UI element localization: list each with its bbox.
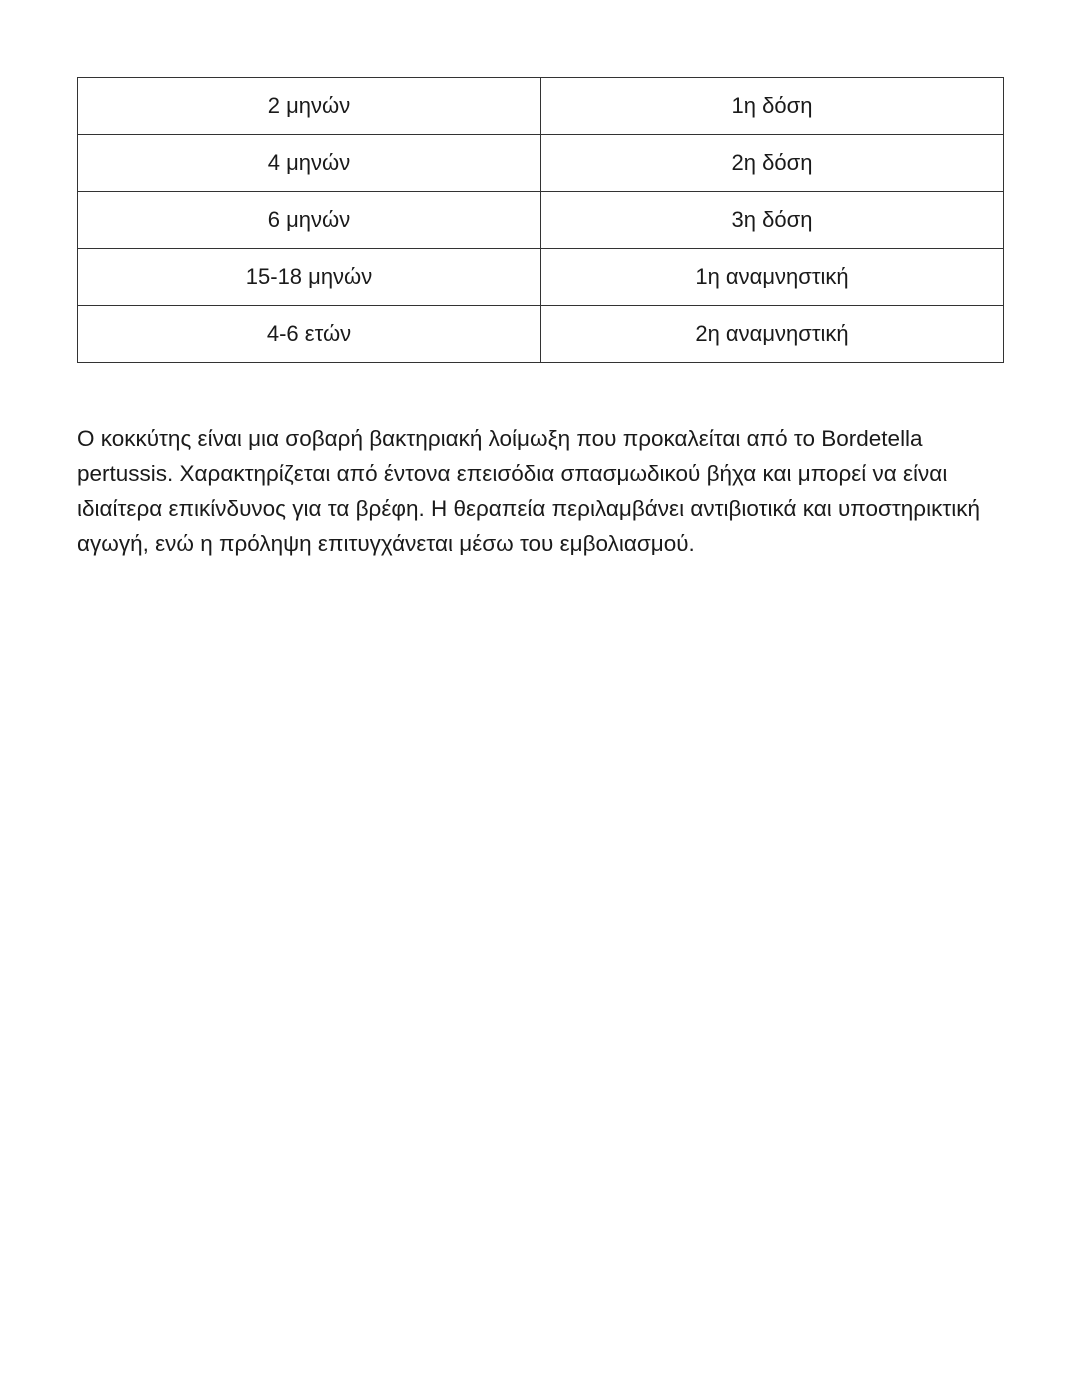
table-row [78, 306, 1004, 363]
body-paragraph: Ο κοκκύτης είναι μια σοβαρή βακτηριακή λοίμωξη που προκαλείται από το Bordetella pertussis. Χαρακτηρίζεται από έντονα επεισόδια σπασμωδικού βήχα και μπορεί να είναι ιδιαίτερα επικίνδυνος για τα βρέφη. Η θεραπεία περιλαμβάνει αντιβιοτικά και υποστηρικτική αγωγή, ενώ η πρόληψη επιτυγχάνεται μέσω του εμβολιασμού. [77, 426, 980, 556]
dose-cell: 2η αναμνηστική [541, 306, 1004, 363]
age-cell: 2 μηνών [78, 78, 541, 135]
dose-cell: 2η δόση [541, 135, 1004, 192]
table-row [78, 249, 1004, 306]
dose-cell: 1η αναμνηστική [541, 249, 1004, 306]
dose-cell: 3η δόση [541, 192, 1004, 249]
age-cell: 4-6 ετών [78, 306, 541, 363]
age-cell: 4 μηνών [78, 135, 541, 192]
age-cell: 15-18 μηνών [78, 249, 541, 306]
table-row [78, 78, 1004, 135]
age-cell: 6 μηνών [78, 192, 541, 249]
table-row [78, 135, 1004, 192]
table-row [78, 192, 1004, 249]
vaccination-schedule-table [77, 77, 1004, 363]
dose-cell: 1η δόση [541, 78, 1004, 135]
